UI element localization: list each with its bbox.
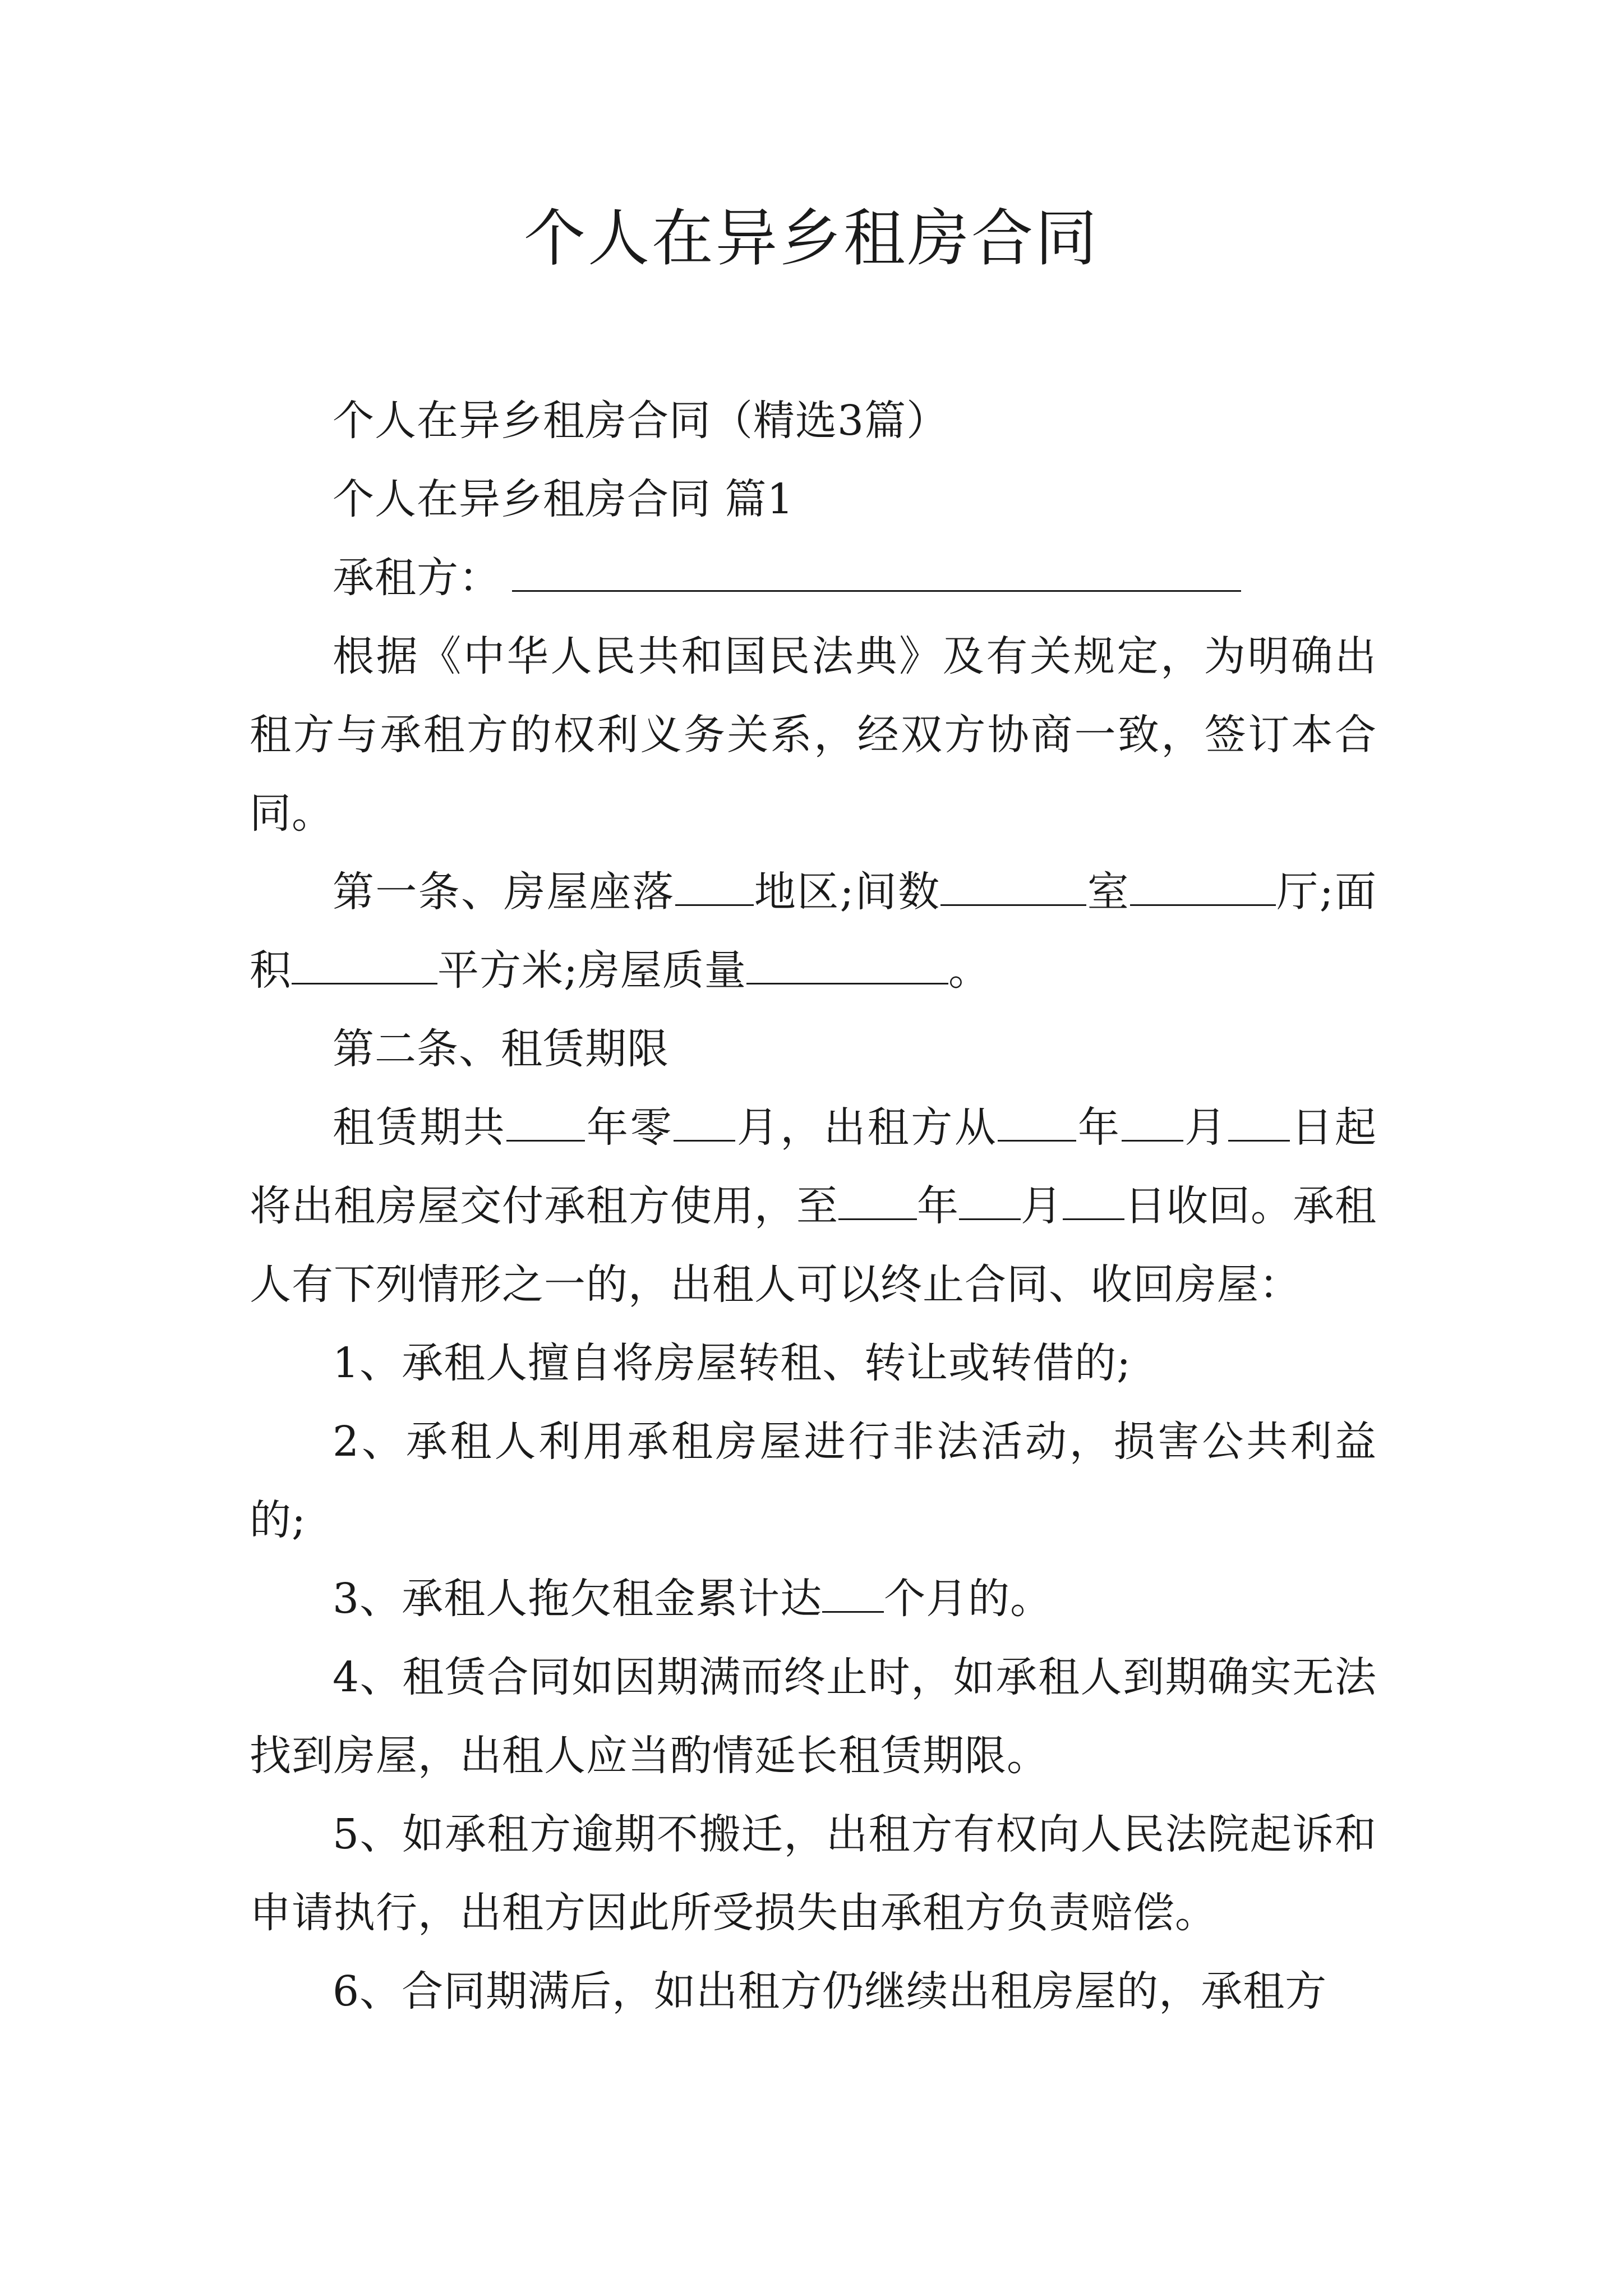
article-2-heading: 第二条、租赁期限: [333, 1025, 669, 1073]
lease-term-text: 日起将出租房屋交付承租方使用，至: [250, 1103, 1377, 1230]
intro-paragraph: 根据《中华人民共和国民法典》及有关规定，为明确出租方与承租方的权利义务关系，经双方协商一致，签订本合同。: [250, 632, 1377, 838]
start-month-blank: [1122, 1096, 1183, 1142]
list-item-5: 5、如承租方逾期不搬迁，出租方有权向人民法院起诉和申请执行，出租方因此所受损失由承租方负责赔偿。: [250, 1810, 1377, 1937]
months-blank: [674, 1096, 735, 1142]
article-1-text: 。: [948, 946, 990, 995]
start-day-blank: [1228, 1096, 1290, 1142]
article-1: [250, 853, 1377, 1010]
arrears-months-blank: [822, 1567, 884, 1613]
lease-term-paragraph: [250, 1088, 1377, 1324]
article-1-text: 第一条、房屋座落: [333, 868, 675, 916]
lessee-line: [250, 539, 1377, 617]
start-year-blank: [998, 1096, 1076, 1142]
section-heading: 个人在异乡租房合同 篇1: [333, 475, 794, 523]
halls-blank: [1130, 861, 1276, 906]
lease-term-text: 年: [1076, 1103, 1122, 1152]
document-body: [250, 381, 1377, 2031]
article-1-text: 厅;面积: [250, 868, 1377, 995]
end-year-blank: [838, 1175, 917, 1220]
lease-term-text: 年: [917, 1182, 959, 1230]
list-item-2: 2、承租人利用承租房屋进行非法活动，损害公共利益的;: [250, 1418, 1377, 1544]
list-item-3: [250, 1559, 1377, 1638]
article-1-text: 平方米;房屋质量: [437, 946, 746, 995]
lease-term-text: 租赁期共: [333, 1103, 507, 1152]
article-1-text: 地区;间数: [753, 868, 941, 916]
quality-blank: [746, 939, 948, 984]
list-item-6: 6、合同期满后，如出租方仍继续出租房屋的，承租方: [333, 1967, 1327, 2016]
lease-term-text: 年零: [585, 1103, 674, 1152]
years-blank: [506, 1096, 585, 1142]
end-month-blank: [959, 1175, 1021, 1220]
document-title: 个人在异乡租房合同: [524, 203, 1099, 274]
list-item-3-text: 3、承租人拖欠租金累计达: [333, 1575, 823, 1623]
lease-term-text: 日收回。承租人有下列情形之一的，出租人可以终止合同、收回房屋：: [250, 1182, 1377, 1309]
lease-term-text: 月，出租方从: [735, 1103, 998, 1152]
rooms-blank: [940, 861, 1086, 906]
list-item-1: 1、承租人擅自将房屋转租、转让或转借的;: [333, 1339, 1132, 1387]
lease-term-text: 月: [1021, 1182, 1063, 1230]
subtitle: 个人在异乡租房合同（精选3篇）: [333, 397, 949, 445]
lessee-label: 承租方：: [333, 554, 501, 602]
location-blank: [675, 861, 754, 906]
area-blank: [292, 939, 437, 984]
lease-term-text: 月: [1183, 1103, 1228, 1152]
list-item-4: 4、租赁合同如因期满而终止时，如承租人到期确实无法找到房屋，出租人应当酌情延长租赁期限。: [250, 1653, 1377, 1780]
end-day-blank: [1063, 1175, 1124, 1220]
list-item-3-text: 个月的。: [884, 1575, 1053, 1623]
article-1-text: 室: [1086, 868, 1131, 916]
lessee-blank: [512, 546, 1241, 592]
